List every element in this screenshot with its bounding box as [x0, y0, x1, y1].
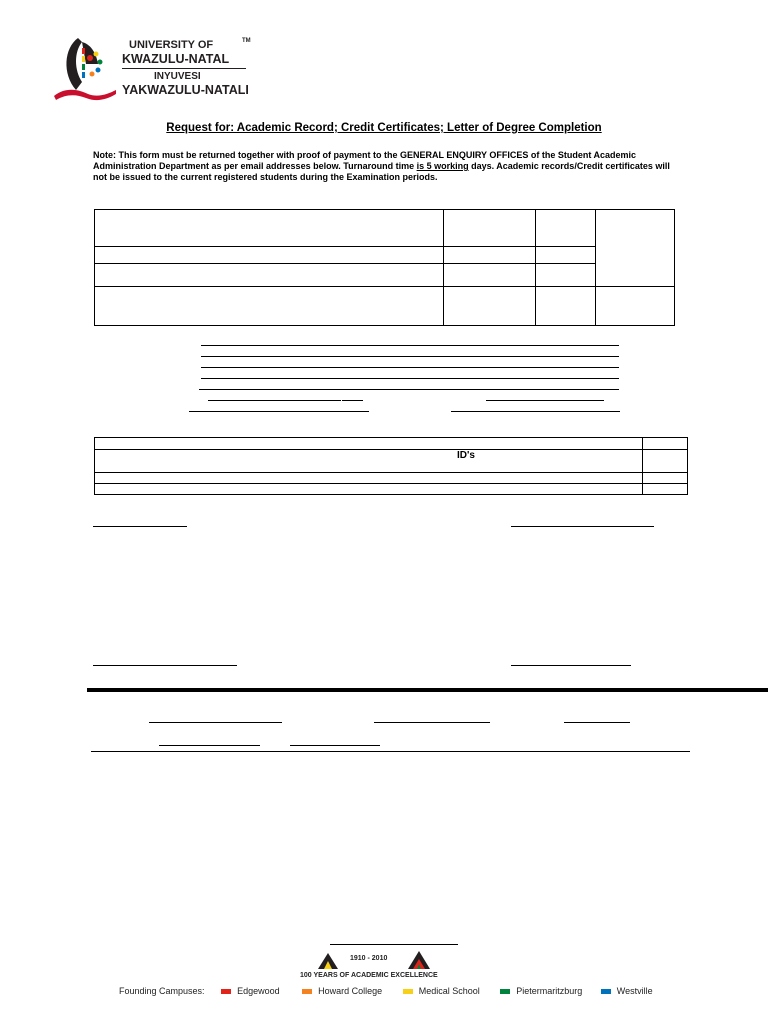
- id-table: [94, 437, 688, 495]
- note-turnaround: is 5 working: [416, 161, 469, 171]
- campus-color-swatch: [601, 989, 611, 994]
- detail-field-line[interactable]: [199, 389, 619, 390]
- centenary-tagline: 100 YEARS OF ACADEMIC EXCELLENCE: [300, 972, 438, 979]
- logo-line-1: UNIVERSITY OF: [129, 39, 214, 51]
- campus-medical-school: Medical School: [403, 986, 480, 996]
- office-field-line[interactable]: [564, 722, 630, 723]
- logo-divider: [122, 68, 246, 69]
- id-row-divider-3: [95, 483, 687, 484]
- id-row-divider-1: [95, 449, 687, 450]
- logo-line-3: INYUVESI: [154, 71, 201, 82]
- footer-rule: [330, 944, 458, 945]
- office-field-line[interactable]: [290, 745, 380, 746]
- form-title: Request for: Academic Record; Credit Certificates; Letter of Degree Completion: [166, 122, 602, 134]
- centenary-logo: [300, 951, 452, 981]
- mountain-right-icon: [408, 951, 430, 969]
- col-divider-2: [535, 210, 536, 325]
- cell-doc-type-4[interactable]: [95, 287, 443, 325]
- note-text-1: This form must be returned together with proof of payment to the GENERAL ENQUIRY OFFICES of the Student Academic Administration Department as per email addresses below. Turnaround time: [93, 150, 637, 171]
- detail-field-line[interactable]: [201, 367, 619, 368]
- id-col-divider: [642, 438, 643, 494]
- campus-pietermaritzburg: Pietermaritzburg: [500, 986, 582, 996]
- campus-westville: Westville: [601, 986, 653, 996]
- campus-howard-college: Howard College: [302, 986, 382, 996]
- detail-field-line[interactable]: [189, 411, 369, 412]
- request-table: [94, 209, 675, 326]
- form-note: [93, 150, 683, 183]
- cell-doc-type-1[interactable]: [95, 210, 443, 246]
- office-field-line[interactable]: [374, 722, 490, 723]
- trademark-mark: TM: [242, 38, 251, 44]
- office-field-line[interactable]: [159, 745, 260, 746]
- mountain-left-icon: [318, 953, 338, 969]
- office-use-separator: [87, 688, 768, 692]
- id-row-divider-2: [95, 472, 687, 473]
- detail-field-line[interactable]: [208, 400, 341, 401]
- note-label: Note:: [93, 150, 116, 160]
- col-divider-3: [595, 210, 596, 325]
- centenary-years: 1910 - 2010: [350, 955, 388, 962]
- date-line[interactable]: [511, 526, 654, 527]
- logo-line-4: YAKWAZULU-NATALI: [122, 83, 249, 97]
- col-divider-1: [443, 210, 444, 325]
- shield-emblem-icon: [54, 34, 116, 102]
- signature-line[interactable]: [93, 526, 187, 527]
- university-logo: [44, 34, 259, 104]
- logo-line-2: KWAZULU-NATAL: [122, 52, 230, 66]
- office-field-line[interactable]: [91, 751, 690, 752]
- cell-doc-type-2[interactable]: [95, 247, 443, 263]
- detail-field-line[interactable]: [342, 400, 363, 401]
- signature-line[interactable]: [93, 665, 237, 666]
- date-line[interactable]: [511, 665, 631, 666]
- detail-field-line[interactable]: [201, 356, 619, 357]
- note-text-2: days. Academic records/Credit certificates will not be issued to the current registered students during the Examination periods.: [93, 161, 670, 182]
- founding-campuses: [119, 986, 653, 996]
- campus-color-swatch: [500, 989, 510, 994]
- campus-color-swatch: [403, 989, 413, 994]
- campus-color-swatch: [302, 989, 312, 994]
- detail-field-line[interactable]: [451, 411, 620, 412]
- campus-edgewood: Edgewood: [221, 986, 280, 996]
- campuses-label: Founding Campuses:: [119, 986, 205, 996]
- ids-label: ID's: [457, 450, 475, 461]
- office-field-line[interactable]: [149, 722, 282, 723]
- campus-color-swatch: [221, 989, 231, 994]
- cell-doc-type-3[interactable]: [95, 264, 443, 286]
- detail-field-line[interactable]: [486, 400, 604, 401]
- detail-field-line[interactable]: [201, 378, 619, 379]
- detail-field-line[interactable]: [201, 345, 619, 346]
